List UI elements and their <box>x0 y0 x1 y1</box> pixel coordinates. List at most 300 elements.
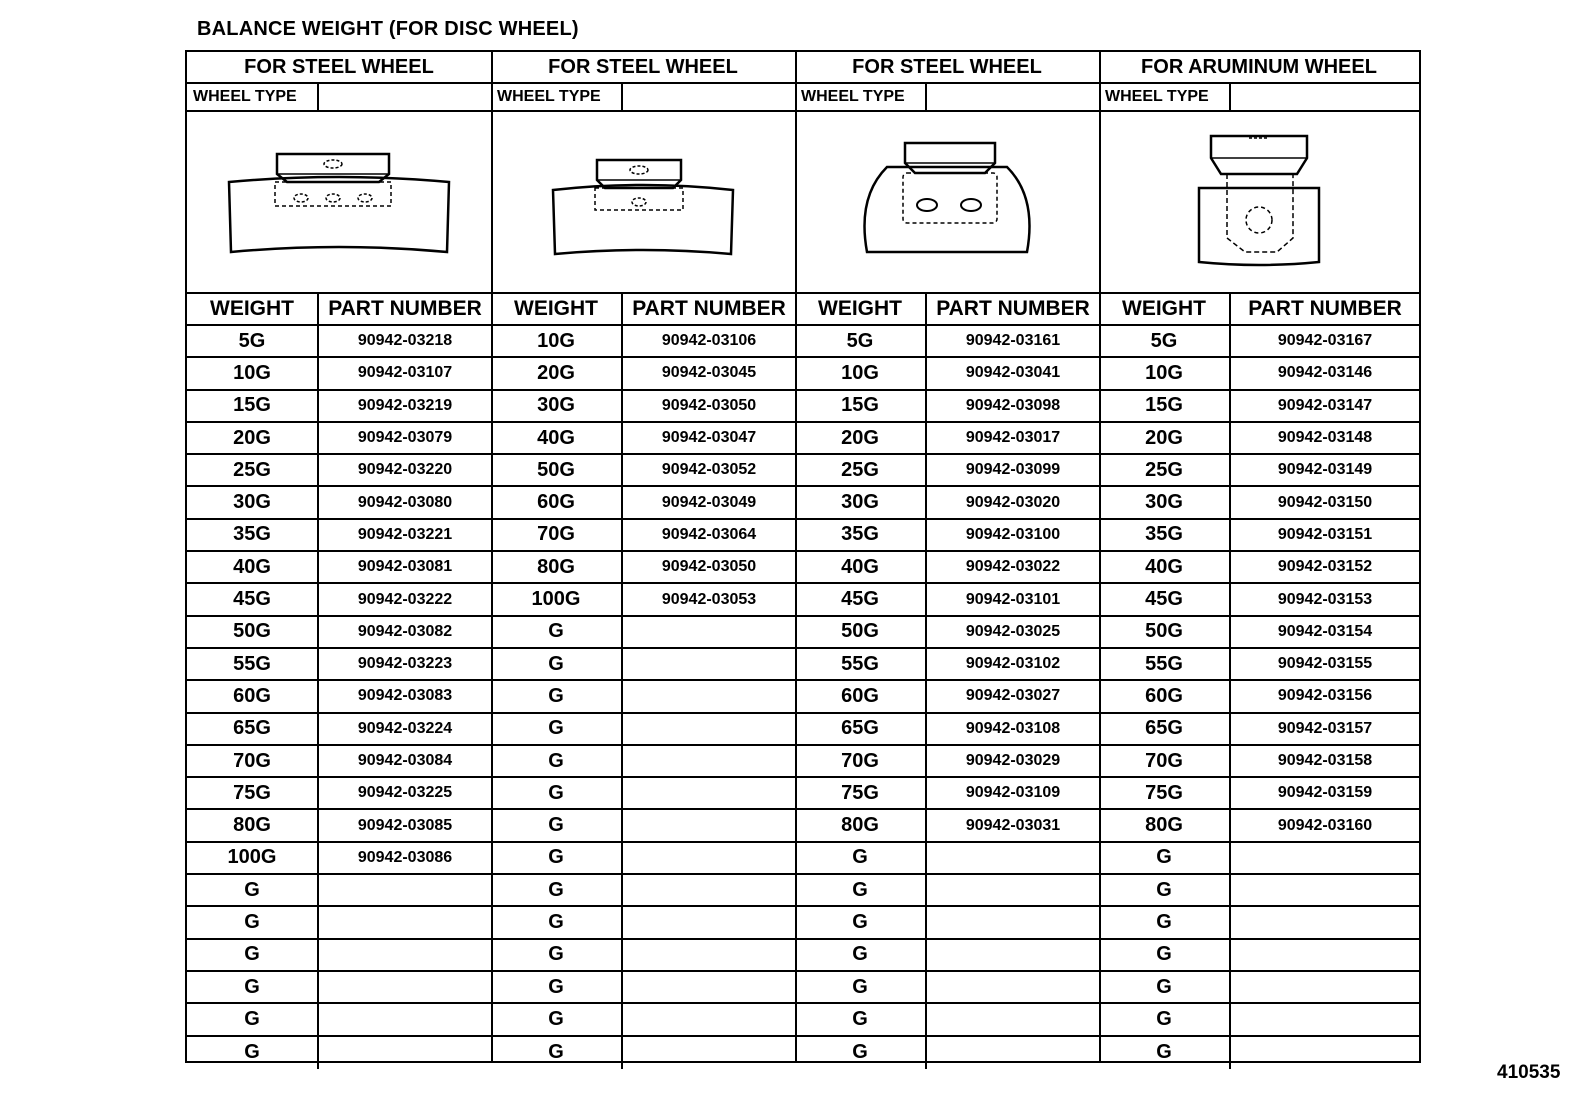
part-number-cell: 90942-03158 <box>1277 752 1373 769</box>
weight-cell: 60G <box>795 681 927 711</box>
weight-column-header: WEIGHT <box>187 294 319 324</box>
table-row <box>1099 810 1419 842</box>
table-row <box>491 875 795 907</box>
table-row <box>187 875 491 907</box>
table-row <box>1099 423 1419 455</box>
wheel-type-value <box>319 84 491 110</box>
part-number-cell <box>623 617 795 647</box>
part-number-cell <box>1231 907 1419 937</box>
weight-diagram <box>1099 112 1419 294</box>
weight-cell: 30G <box>1099 487 1231 517</box>
table-row <box>187 843 491 875</box>
table-row <box>491 940 795 972</box>
weight-cell: G <box>491 649 623 679</box>
aluminum-clip-weight-icon <box>1159 132 1359 272</box>
weight-cell: 25G <box>1099 455 1231 485</box>
part-number-cell: 90942-03022 <box>965 558 1061 576</box>
part-number-cell <box>927 875 1099 905</box>
part-number-cell: 90942-03029 <box>965 752 1061 769</box>
table-row <box>795 843 1099 875</box>
weight-cell: 80G <box>795 810 927 840</box>
part-number-cell: 90942-03150 <box>1277 493 1373 511</box>
part-number-cell: 90942-03025 <box>965 622 1061 640</box>
table-row <box>187 584 491 616</box>
part-number-cell: 90942-03098 <box>965 396 1061 414</box>
part-number-cell: 90942-03050 <box>661 396 757 414</box>
weight-cell: 20G <box>1099 423 1231 453</box>
weight-table-body <box>491 326 795 1069</box>
table-row <box>491 972 795 1004</box>
part-number-cell <box>623 681 795 711</box>
weight-cell: G <box>1099 1037 1231 1069</box>
part-number-cell <box>1231 972 1419 1002</box>
part-number-cell <box>319 1004 491 1034</box>
table-row <box>795 423 1099 455</box>
table-row <box>795 391 1099 423</box>
part-number-cell <box>1231 1037 1419 1069</box>
weight-cell: 60G <box>1099 681 1231 711</box>
part-number-cell <box>623 907 795 937</box>
table-row <box>187 681 491 713</box>
weight-cell: 80G <box>491 552 623 582</box>
weight-column-header: WEIGHT <box>1099 294 1231 324</box>
table-row <box>187 746 491 778</box>
table-row <box>795 552 1099 584</box>
weight-cell: 65G <box>1099 714 1231 744</box>
panel-aluminum-wheel <box>1099 50 1421 1063</box>
part-number-cell: 90942-03049 <box>661 493 757 511</box>
table-row <box>795 681 1099 713</box>
part-number-cell: 90942-03083 <box>357 687 453 705</box>
part-number-cell: 90942-03099 <box>965 461 1061 479</box>
weight-cell: 30G <box>187 487 319 517</box>
part-number-cell: 90942-03154 <box>1277 622 1373 640</box>
weight-cell: 15G <box>1099 391 1231 421</box>
table-row <box>491 520 795 552</box>
part-number-cell: 90942-03149 <box>1277 461 1373 479</box>
part-number-cell: 90942-03225 <box>357 784 453 802</box>
weight-cell: G <box>491 810 623 840</box>
table-row <box>795 1037 1099 1069</box>
table-row <box>187 552 491 584</box>
weight-cell: 30G <box>491 391 623 421</box>
part-number-cell: 90942-03082 <box>357 622 453 640</box>
part-number-cell <box>1231 875 1419 905</box>
weight-cell: 35G <box>187 520 319 550</box>
weight-cell: 20G <box>795 423 927 453</box>
weight-cell: 45G <box>1099 584 1231 614</box>
part-number-cell <box>1231 843 1419 873</box>
weight-cell: G <box>795 843 927 873</box>
panel-header: FOR STEEL WHEEL <box>491 52 795 84</box>
part-number-cell <box>623 875 795 905</box>
weight-cell: 75G <box>187 778 319 808</box>
table-row <box>795 326 1099 358</box>
table-row <box>795 358 1099 390</box>
weight-cell: G <box>187 875 319 905</box>
part-number-cell: 90942-03109 <box>965 784 1061 802</box>
table-row <box>491 1004 795 1036</box>
part-number-cell <box>319 972 491 1002</box>
table-row <box>187 520 491 552</box>
part-number-cell: 90942-03041 <box>965 364 1061 382</box>
weight-cell: G <box>1099 940 1231 970</box>
table-row <box>1099 617 1419 649</box>
weight-cell: G <box>491 1004 623 1034</box>
table-row <box>1099 778 1419 810</box>
table-row <box>1099 714 1419 746</box>
weight-cell: 15G <box>795 391 927 421</box>
weight-cell: G <box>491 843 623 873</box>
part-number-cell <box>623 778 795 808</box>
part-number-cell: 90942-03160 <box>1277 816 1373 834</box>
weight-table-body <box>187 326 491 1069</box>
part-number-cell: 90942-03053 <box>661 590 757 608</box>
weight-cell: 65G <box>187 714 319 744</box>
part-number-cell <box>623 746 795 776</box>
part-number-cell <box>927 1037 1099 1069</box>
weight-diagram <box>187 112 491 294</box>
part-number-cell: 90942-03064 <box>661 525 757 543</box>
table-row <box>187 810 491 842</box>
part-number-cell: 90942-03222 <box>357 590 453 608</box>
weight-cell: 10G <box>491 326 623 356</box>
part-number-cell: 90942-03156 <box>1277 687 1373 705</box>
weight-cell: G <box>491 875 623 905</box>
table-row <box>187 487 491 519</box>
table-row <box>795 649 1099 681</box>
part-number-cell <box>927 843 1099 873</box>
table-row <box>187 423 491 455</box>
wheel-type-row <box>1099 84 1419 112</box>
table-row <box>491 487 795 519</box>
weight-cell: 80G <box>187 810 319 840</box>
table-row <box>1099 649 1419 681</box>
table-row <box>187 649 491 681</box>
table-row <box>491 617 795 649</box>
table-row <box>187 617 491 649</box>
table-row <box>1099 552 1419 584</box>
table-row <box>491 1037 795 1069</box>
part-number-cell: 90942-03219 <box>357 396 453 414</box>
part-number-cell <box>623 810 795 840</box>
wheel-type-label: WHEEL TYPE <box>1099 84 1231 110</box>
part-number-cell: 90942-03167 <box>1277 332 1373 350</box>
weight-cell: G <box>795 907 927 937</box>
part-number-cell: 90942-03081 <box>357 558 453 576</box>
table-row <box>491 843 795 875</box>
weight-cell: 10G <box>795 358 927 388</box>
part-number-cell <box>319 1037 491 1069</box>
weight-cell: G <box>795 972 927 1002</box>
adhesive-weight-oval-icon <box>847 137 1047 267</box>
table-row <box>187 1037 491 1069</box>
part-number-cell: 90942-03100 <box>965 525 1061 543</box>
wheel-type-value <box>927 84 1099 110</box>
table-row <box>795 714 1099 746</box>
weight-table-body <box>1099 326 1419 1069</box>
part-number-cell <box>319 940 491 970</box>
part-number-cell: 90942-03107 <box>357 364 453 382</box>
part-number-cell: 90942-03027 <box>965 687 1061 705</box>
panel-steel-wheel-3 <box>795 50 1101 1063</box>
weight-cell: G <box>187 907 319 937</box>
weight-cell: 15G <box>187 391 319 421</box>
column-header-row <box>187 294 491 326</box>
wheel-type-label: WHEEL TYPE <box>491 84 623 110</box>
weight-cell: 35G <box>1099 520 1231 550</box>
part-number-cell: 90942-03148 <box>1277 429 1373 447</box>
table-row <box>1099 584 1419 616</box>
weight-cell: G <box>187 1037 319 1069</box>
table-row <box>491 358 795 390</box>
column-header-row <box>795 294 1099 326</box>
part-number-cell: 90942-03045 <box>661 364 757 382</box>
part-number-cell <box>623 649 795 679</box>
weight-cell: G <box>1099 1004 1231 1034</box>
weight-cell: 25G <box>795 455 927 485</box>
table-row <box>795 907 1099 939</box>
part-number-cell <box>319 875 491 905</box>
table-row <box>1099 843 1419 875</box>
weight-cell: G <box>795 875 927 905</box>
weight-cell: G <box>187 940 319 970</box>
part-number-cell: 90942-03086 <box>357 848 453 866</box>
weight-cell: 20G <box>187 423 319 453</box>
part-number-cell: 90942-03020 <box>965 493 1061 511</box>
weight-cell: 40G <box>1099 552 1231 582</box>
weight-cell: 80G <box>1099 810 1231 840</box>
weight-cell: G <box>491 778 623 808</box>
weight-cell: G <box>491 617 623 647</box>
part-number-cell: 90942-03106 <box>661 332 757 350</box>
weight-cell: G <box>1099 843 1231 873</box>
table-row <box>491 746 795 778</box>
weight-cell: 50G <box>491 455 623 485</box>
panel-header: FOR STEEL WHEEL <box>795 52 1099 84</box>
table-row <box>187 1004 491 1036</box>
part-number-cell: 90942-03161 <box>965 332 1061 350</box>
weight-table-body <box>795 326 1099 1069</box>
table-row <box>1099 358 1419 390</box>
weight-cell: 50G <box>1099 617 1231 647</box>
table-row <box>187 326 491 358</box>
part-number-cell: 90942-03108 <box>965 719 1061 737</box>
wheel-type-value <box>623 84 795 110</box>
table-row <box>795 810 1099 842</box>
part-number-column-header: PART NUMBER <box>328 297 482 320</box>
table-row <box>795 520 1099 552</box>
weight-cell: 40G <box>795 552 927 582</box>
table-row <box>1099 326 1419 358</box>
weight-cell: G <box>491 746 623 776</box>
part-number-cell <box>927 1004 1099 1034</box>
weight-cell: 10G <box>187 358 319 388</box>
part-number-cell <box>623 972 795 1002</box>
table-row <box>1099 940 1419 972</box>
table-row <box>491 907 795 939</box>
part-number-column-header: PART NUMBER <box>1248 297 1402 320</box>
part-number-column-header: PART NUMBER <box>936 297 1090 320</box>
part-number-cell <box>1231 940 1419 970</box>
weight-cell: 60G <box>491 487 623 517</box>
table-row <box>795 875 1099 907</box>
part-number-cell: 90942-03221 <box>357 525 453 543</box>
table-row <box>795 584 1099 616</box>
wheel-type-value <box>1231 84 1419 110</box>
clip-on-weight-short-icon <box>543 142 743 262</box>
weight-cell: 55G <box>795 649 927 679</box>
table-row <box>795 617 1099 649</box>
weight-cell: G <box>491 907 623 937</box>
weight-cell: 70G <box>795 746 927 776</box>
weight-cell: G <box>1099 907 1231 937</box>
table-row <box>491 391 795 423</box>
weight-cell: 5G <box>795 326 927 356</box>
table-row <box>795 972 1099 1004</box>
part-number-cell: 90942-03047 <box>661 429 757 447</box>
weight-cell: 70G <box>491 520 623 550</box>
weight-cell: 50G <box>795 617 927 647</box>
column-header-row <box>1099 294 1419 326</box>
wheel-type-row <box>491 84 795 112</box>
document-title: BALANCE WEIGHT (FOR DISC WHEEL) <box>197 18 579 40</box>
clip-on-weight-long-icon <box>219 142 459 262</box>
weight-diagram <box>795 112 1099 294</box>
part-number-cell: 90942-03052 <box>661 461 757 479</box>
table-row <box>187 778 491 810</box>
panel-header: FOR ARUMINUM WHEEL <box>1099 52 1419 84</box>
part-number-cell <box>623 714 795 744</box>
table-row <box>491 714 795 746</box>
part-number-cell: 90942-03079 <box>357 429 453 447</box>
part-number-cell: 90942-03224 <box>357 719 453 737</box>
table-row <box>491 423 795 455</box>
part-number-cell <box>1231 1004 1419 1034</box>
part-number-cell <box>927 940 1099 970</box>
part-number-cell: 90942-03017 <box>965 429 1061 447</box>
table-row <box>1099 875 1419 907</box>
table-row <box>491 681 795 713</box>
part-number-cell: 90942-03147 <box>1277 396 1373 414</box>
weight-cell: G <box>491 972 623 1002</box>
weight-cell: 40G <box>491 423 623 453</box>
table-row <box>491 778 795 810</box>
table-row <box>491 810 795 842</box>
weight-cell: 25G <box>187 455 319 485</box>
weight-cell: G <box>795 940 927 970</box>
part-number-cell: 90942-03157 <box>1277 719 1373 737</box>
weight-cell: G <box>795 1037 927 1069</box>
table-row <box>187 972 491 1004</box>
table-row <box>795 746 1099 778</box>
weight-cell: G <box>1099 972 1231 1002</box>
column-header-row <box>491 294 795 326</box>
table-row <box>1099 1004 1419 1036</box>
wheel-type-label: WHEEL TYPE <box>795 84 927 110</box>
weight-cell: G <box>491 714 623 744</box>
table-row <box>1099 681 1419 713</box>
weight-cell: 10G <box>1099 358 1231 388</box>
weight-cell: G <box>187 972 319 1002</box>
weight-cell: 45G <box>187 584 319 614</box>
part-number-cell: 90942-03080 <box>357 493 453 511</box>
part-number-cell: 90942-03102 <box>965 655 1061 673</box>
weight-cell: G <box>491 940 623 970</box>
wheel-type-row <box>187 84 491 112</box>
table-row <box>1099 520 1419 552</box>
table-row <box>187 907 491 939</box>
weight-cell: 75G <box>795 778 927 808</box>
part-number-cell: 90942-03155 <box>1277 655 1373 673</box>
weight-cell: 30G <box>795 487 927 517</box>
table-row <box>795 940 1099 972</box>
weight-cell: 45G <box>795 584 927 614</box>
table-row <box>795 487 1099 519</box>
weight-cell: G <box>491 1037 623 1069</box>
weight-cell: 55G <box>187 649 319 679</box>
part-number-cell: 90942-03101 <box>965 590 1061 608</box>
table-row <box>1099 1037 1419 1069</box>
wheel-type-row <box>795 84 1099 112</box>
wheel-type-label: WHEEL TYPE <box>187 84 319 110</box>
weight-cell: G <box>795 1004 927 1034</box>
part-number-cell <box>927 972 1099 1002</box>
table-row <box>187 358 491 390</box>
weight-cell: 40G <box>187 552 319 582</box>
panel-steel-wheel-1 <box>185 50 493 1063</box>
table-row <box>1099 391 1419 423</box>
table-row <box>187 391 491 423</box>
part-number-cell: 90942-03218 <box>357 332 453 350</box>
table-row <box>491 326 795 358</box>
table-row <box>795 455 1099 487</box>
part-number-cell: 90942-03153 <box>1277 590 1373 608</box>
panel-header: FOR STEEL WHEEL <box>187 52 491 84</box>
weight-cell: 35G <box>795 520 927 550</box>
weight-cell: 50G <box>187 617 319 647</box>
weight-cell: 70G <box>1099 746 1231 776</box>
part-number-cell: 90942-03031 <box>965 816 1061 834</box>
panel-steel-wheel-2 <box>491 50 797 1063</box>
part-number-cell <box>623 843 795 873</box>
part-number-cell: 90942-03084 <box>357 752 453 769</box>
weight-cell: 100G <box>187 843 319 873</box>
weight-cell: 65G <box>795 714 927 744</box>
weight-cell: 55G <box>1099 649 1231 679</box>
weight-column-header: WEIGHT <box>491 294 623 324</box>
table-row <box>491 649 795 681</box>
table-row <box>187 455 491 487</box>
part-number-cell: 90942-03159 <box>1277 784 1373 802</box>
table-row <box>1099 907 1419 939</box>
part-number-column-header: PART NUMBER <box>632 297 786 320</box>
part-number-cell: 90942-03085 <box>357 816 453 834</box>
part-number-cell: 90942-03220 <box>357 461 453 479</box>
part-number-cell: 90942-03151 <box>1277 525 1373 543</box>
weight-cell: G <box>491 681 623 711</box>
part-number-cell: 90942-03050 <box>661 558 757 576</box>
weight-cell: 5G <box>187 326 319 356</box>
table-row <box>1099 487 1419 519</box>
table-row <box>1099 972 1419 1004</box>
part-number-cell: 90942-03146 <box>1277 364 1373 382</box>
document-id: 410535 <box>1497 1062 1561 1083</box>
part-number-cell <box>319 907 491 937</box>
weight-cell: 70G <box>187 746 319 776</box>
part-number-cell <box>623 940 795 970</box>
table-row <box>491 552 795 584</box>
